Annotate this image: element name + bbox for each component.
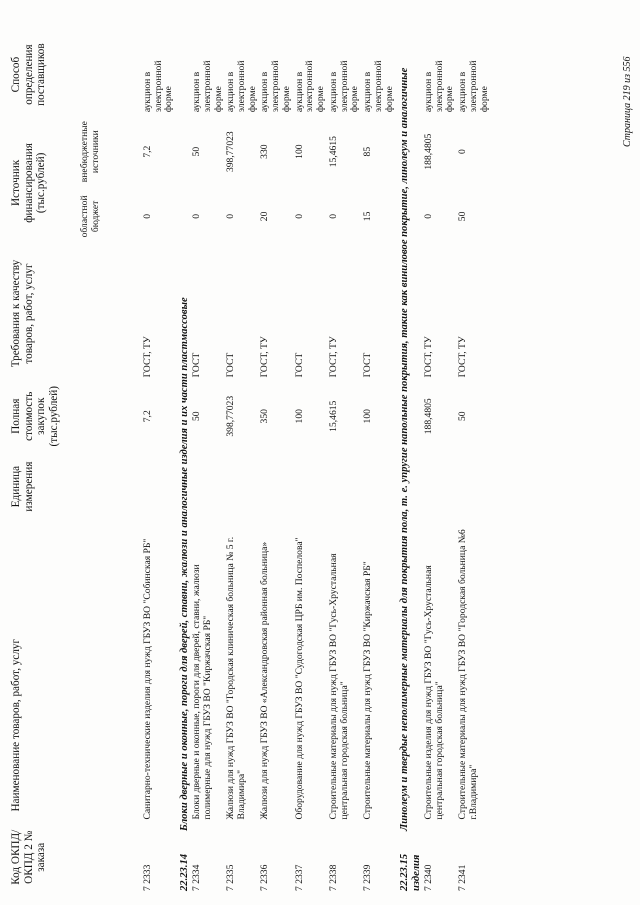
total-cost: 50 (457, 411, 469, 422)
quality-requirements: ГОСТ (293, 352, 305, 378)
item-unit (225, 453, 259, 520)
quality-requirements: ГОСТ (225, 352, 237, 378)
quality-requirements: ГОСТ (362, 352, 374, 378)
order-code: 7 2339 (362, 864, 374, 891)
extrabudgetary-sources: 0 (457, 149, 469, 155)
table-row (142, 31, 176, 893)
extrabudgetary-sources: 50 (191, 146, 203, 157)
regional-budget: 0 (293, 214, 305, 219)
extrabudgetary-sources: 15,4615 (327, 136, 339, 168)
supplier-method: аукцион в электронной форме (457, 60, 490, 113)
supplier-method: аукцион в электронной форме (293, 60, 327, 113)
item-unit (457, 453, 491, 520)
item-unit (191, 453, 225, 520)
item-name: Блоки дверные и оконные, пороги для дверей, ставни, жалюзи полимерные для нужд ГБУЗ ВО "Киржачская РБ" (191, 564, 213, 820)
item-unit (294, 453, 328, 520)
total-cost: 100 (362, 409, 374, 424)
supplier-method: аукцион в электронной форме (423, 60, 456, 113)
extrabudgetary-sources: 398,77023 (225, 131, 237, 173)
item-name: Строительные материалы для нужд ГБУЗ ВО "Городская больница №6 г.Владимира" (457, 529, 479, 820)
supplier-method: аукцион в электронной форме (259, 60, 292, 113)
quality-requirements: ГОСТ (191, 352, 203, 378)
extrabudgetary-sources: 188,4805 (423, 133, 434, 170)
section-row (176, 31, 191, 893)
quality-requirements: ГОСТ, ТУ (457, 336, 469, 378)
item-name: Жалюзи для нужд ГБУЗ ВО «Александровская районная больница» (259, 541, 271, 820)
item-unit (362, 453, 396, 520)
item-name: Строительные материалы для нужд ГБУЗ ВО "Гусь-Хрустальная центральная городская больница" (327, 553, 350, 820)
regional-budget: 0 (191, 214, 203, 219)
total-cost: 7,2 (142, 410, 153, 423)
header-quality: Требования к качеству товаров, работ, услуг (10, 259, 35, 368)
supplier-method: аукцион в электронной форме (142, 60, 175, 113)
header-funding-source: Источник финансирования (тыс.рублей) (10, 143, 48, 223)
order-code: 7 2334 (191, 864, 203, 891)
item-unit (423, 453, 457, 520)
table-row (328, 31, 362, 893)
item-name: Санитарно-технические изделия для нужд ГБУЗ ВО "Собинская РБ" (142, 538, 153, 820)
table-row (259, 31, 293, 893)
header-method: Способ определения поставщиков (10, 43, 48, 106)
regional-budget: 0 (327, 214, 339, 219)
extrabudgetary-sources: 85 (362, 146, 374, 157)
table-row (362, 31, 396, 893)
item-name: Оборудование для нужд ГБУЗ ВО "Судогодская ЦРБ им. Поспелова" (293, 537, 305, 820)
total-cost: 100 (293, 409, 305, 424)
total-cost: 398,77023 (225, 395, 237, 437)
table-row (225, 31, 259, 893)
item-name: Жалюзи для нужд ГБУЗ ВО "Городская клиническая больница № 5 г. Владимира" (225, 536, 247, 820)
order-code: 7 2340 (423, 864, 434, 891)
header-code: Код ОКПД/ ОКПД 2 № заказа (10, 829, 48, 885)
table-header (8, 31, 142, 893)
section-row (396, 31, 423, 893)
regional-budget: 0 (142, 214, 153, 219)
supplier-method: аукцион в электронной форме (225, 60, 258, 113)
procurement-table (8, 31, 491, 893)
header-total-cost: Полная стоимость закупок (тыс.рублей) (10, 386, 60, 447)
order-code: 7 2333 (142, 864, 153, 891)
extrabudgetary-sources: 7,2 (142, 145, 153, 158)
header-regional-budget: областной бюджет (79, 195, 101, 238)
table-row (191, 31, 225, 893)
table-body (142, 31, 491, 893)
item-unit (142, 453, 176, 520)
header-extrabudgetary: внебюджетные источники (79, 121, 101, 183)
header-unit: Единица измерения (10, 461, 35, 512)
section-code: 22.23.15 (399, 853, 411, 891)
order-code: 7 2336 (259, 864, 271, 891)
regional-budget: 0 (225, 214, 237, 219)
regional-budget: 0 (423, 214, 434, 219)
extrabudgetary-sources: 330 (259, 144, 271, 159)
quality-requirements: ГОСТ, ТУ (259, 336, 271, 378)
section-title: Блоки дверные и оконные, пороги для дверей, ставни, жалюзи и аналогичные изделия и их части пластмассовые (179, 297, 191, 831)
order-code: 7 2341 (457, 864, 469, 891)
item-unit (328, 453, 362, 520)
section-code: 22.23.14 (179, 853, 191, 891)
extrabudgetary-sources: 100 (293, 144, 305, 159)
regional-budget: 20 (259, 211, 271, 222)
regional-budget: 15 (362, 211, 374, 222)
item-name: Строительные изделия для нужд ГБУЗ ВО "Гусь-Хрустальная центральная городская больница" (423, 565, 445, 820)
total-cost: 50 (191, 411, 203, 422)
header-name: Наименование товаров, работ, услуг (10, 638, 22, 812)
item-unit (259, 453, 293, 520)
section-title: Линолеум и твердые неполимерные материалы для покрытия пола, т. е. упругие напольные покрытия, такие как виниловое покрытие, линолеум и аналогичные изделия (399, 67, 423, 891)
order-code: 7 2337 (293, 864, 305, 891)
total-cost: 350 (259, 409, 271, 424)
order-code: 7 2335 (225, 864, 237, 891)
page-footer: Страница 219 из 556 (622, 56, 633, 147)
quality-requirements: ГОСТ, ТУ (423, 336, 434, 378)
regional-budget: 50 (457, 211, 469, 222)
quality-requirements: ГОСТ, ТУ (327, 336, 339, 378)
quality-requirements: ГОСТ, ТУ (142, 336, 153, 378)
supplier-method: аукцион в электронной форме (362, 60, 395, 113)
supplier-method: аукцион в электронной форме (327, 60, 361, 113)
table-row (457, 31, 491, 893)
supplier-method: аукцион в электронной форме (191, 60, 224, 113)
order-code: 7 2338 (327, 864, 339, 891)
table-row (294, 31, 328, 893)
total-cost: 188,4805 (423, 398, 434, 435)
table-row (423, 31, 457, 893)
total-cost: 15,4615 (327, 400, 339, 432)
item-name: Строительные материалы для нужд ГБУЗ ВО "Киржачская РБ" (362, 561, 374, 820)
